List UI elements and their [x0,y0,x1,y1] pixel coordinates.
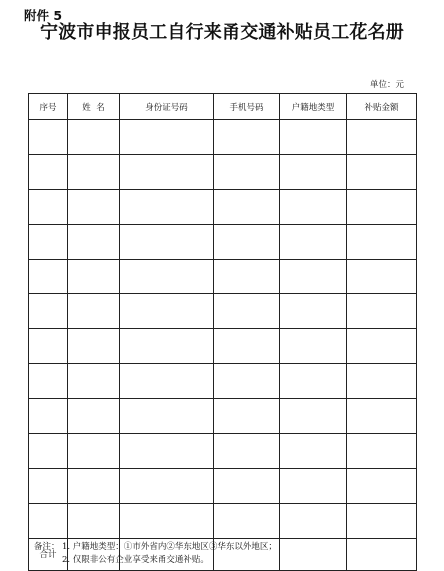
table-cell[interactable] [120,399,214,434]
table-cell[interactable] [280,294,347,329]
table-cell[interactable] [68,154,120,189]
table-cell[interactable] [120,434,214,469]
table-row [29,154,417,189]
table-cell[interactable] [280,503,347,538]
table-row [29,294,417,329]
table-cell[interactable] [214,329,280,364]
table-cell[interactable] [29,294,68,329]
table-cell[interactable] [214,399,280,434]
table-cell[interactable] [29,503,68,538]
table-cell[interactable] [280,399,347,434]
table-row [29,120,417,155]
table-cell[interactable] [68,294,120,329]
table-cell[interactable] [29,120,68,155]
table-cell[interactable] [68,468,120,503]
table-cell[interactable] [280,364,347,399]
table-cell[interactable] [214,189,280,224]
table-cell[interactable] [68,259,120,294]
table-cell[interactable] [347,503,417,538]
table-cell[interactable] [68,329,120,364]
table-row [29,329,417,364]
table-cell[interactable] [347,224,417,259]
table-cell[interactable] [347,468,417,503]
table-cell[interactable] [120,364,214,399]
table-cell[interactable] [347,538,417,570]
table-cell[interactable] [280,120,347,155]
table-row [29,259,417,294]
table-cell[interactable] [347,189,417,224]
table-cell[interactable] [29,399,68,434]
table-cell[interactable] [29,364,68,399]
table-cell[interactable] [120,329,214,364]
table-cell[interactable] [214,120,280,155]
table-row [29,434,417,469]
table-cell[interactable] [120,468,214,503]
table-cell[interactable] [280,468,347,503]
page-title: 宁波市申报员工自行来甬交通补贴员工花名册 [40,22,404,43]
table-cell[interactable] [347,399,417,434]
notes-label: 备注： [34,542,60,552]
table-cell[interactable] [280,538,347,570]
table-cell[interactable] [120,503,214,538]
table-row [29,364,417,399]
table-cell[interactable] [29,259,68,294]
table-cell[interactable] [347,154,417,189]
total-label: 合计 [29,538,68,570]
table-cell[interactable] [280,154,347,189]
table-row [29,503,417,538]
table-cell[interactable] [29,434,68,469]
table-cell[interactable] [68,189,120,224]
table-cell[interactable] [120,259,214,294]
table-row [29,468,417,503]
column-header-subsidy-amount: 补贴金额 [347,94,417,120]
column-header-id-number: 身份证号码 [120,94,214,120]
column-header-serial: 序号 [29,94,68,120]
note-item: 1. 户籍地类型：①市外省内②华东地区③华东以外地区； [62,542,277,552]
unit-label: 单位：元 [369,80,404,90]
column-header-name: 姓 名 [68,94,120,120]
table-cell[interactable] [347,329,417,364]
table-cell[interactable] [214,294,280,329]
table-cell[interactable] [214,224,280,259]
table-row [29,189,417,224]
note-item: 2. 仅限非公有企业享受来甬交通补贴。 [62,555,209,565]
notes [34,541,277,567]
roster-table [28,93,417,571]
table-cell[interactable] [280,434,347,469]
column-header-household-type: 户籍地类型 [280,94,347,120]
table-cell[interactable] [280,189,347,224]
table-cell[interactable] [214,259,280,294]
table-cell[interactable] [280,224,347,259]
table-cell[interactable] [347,120,417,155]
table-cell[interactable] [120,154,214,189]
table-cell[interactable] [29,154,68,189]
table-cell[interactable] [347,259,417,294]
table-cell[interactable] [68,434,120,469]
table-cell[interactable] [68,364,120,399]
table-cell[interactable] [214,154,280,189]
table-cell[interactable] [280,329,347,364]
table-cell[interactable] [120,294,214,329]
table-cell[interactable] [68,120,120,155]
table-cell[interactable] [68,224,120,259]
table-cell[interactable] [29,189,68,224]
table-row [29,224,417,259]
table-cell[interactable] [120,189,214,224]
table-cell[interactable] [120,120,214,155]
table-cell[interactable] [214,503,280,538]
table-cell[interactable] [347,294,417,329]
table-cell[interactable] [214,468,280,503]
table-cell[interactable] [280,259,347,294]
attachment-label: 附件 5 [24,8,63,23]
table-cell[interactable] [29,224,68,259]
table-cell[interactable] [347,364,417,399]
table-cell[interactable] [347,434,417,469]
table-cell[interactable] [68,503,120,538]
table-header-row [29,94,417,120]
table-cell[interactable] [68,399,120,434]
table-cell[interactable] [29,329,68,364]
table-cell[interactable] [120,224,214,259]
table-row [29,399,417,434]
table-cell[interactable] [214,434,280,469]
table-cell[interactable] [214,364,280,399]
column-header-phone: 手机号码 [214,94,280,120]
table-cell[interactable] [29,468,68,503]
